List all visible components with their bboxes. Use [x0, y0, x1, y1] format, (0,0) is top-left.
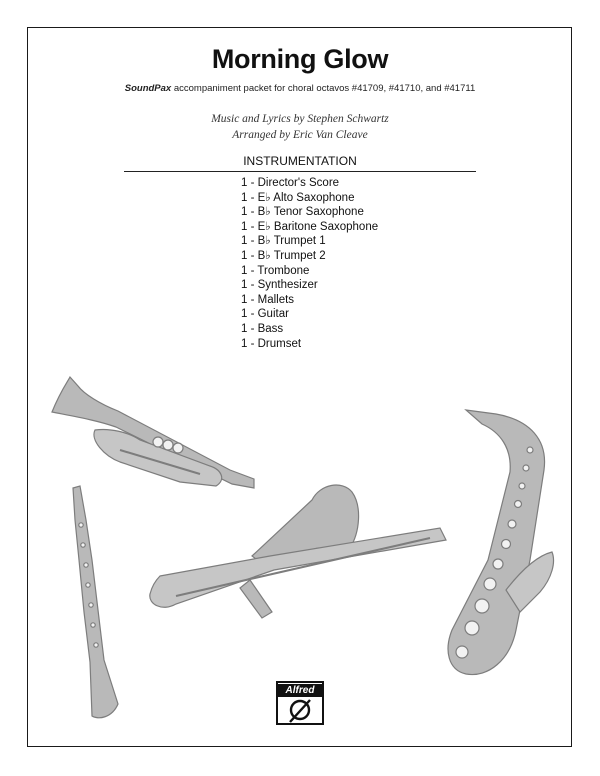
list-item: 1 - Director's Score [241, 177, 340, 189]
list-item: 1 - Synthesizer [241, 279, 318, 292]
subtitle-text: accompaniment packet for choral octavos #41709, #41710, and #41711 [171, 83, 476, 94]
list-item: 1 - Bass [241, 322, 284, 335]
trombone-icon [150, 485, 446, 618]
list-item: 1 - Guitar [241, 308, 289, 321]
list-item: 1 - E♭ Alto Saxophone [241, 191, 355, 204]
publisher-logo-text: Alfred [278, 684, 322, 697]
list-item: 1 - Trombone [241, 264, 310, 277]
brand-name: SoundPax [124, 83, 172, 94]
saxophone-icon [448, 410, 553, 675]
list-item: 1 - B♭ Trumpet 1 [241, 235, 326, 248]
list-item: 1 - B♭ Trumpet 2 [241, 249, 326, 262]
arranger-credit: Arranged by Eric Van Cleave [232, 129, 368, 141]
publisher-logo [276, 681, 324, 725]
page-title: Morning Glow [211, 44, 389, 74]
composer-credit: Music and Lyrics by Stephen Schwartz [211, 113, 389, 125]
list-item: 1 - E♭ Baritone Saxophone [241, 220, 379, 233]
clef-icon [278, 697, 322, 724]
list-item: 1 - Mallets [241, 293, 295, 306]
instrumentation-heading: INSTRUMENTATION [243, 154, 357, 168]
list-item: 1 - Drumset [241, 337, 302, 350]
clarinet-icon [73, 486, 118, 718]
trumpet-icon [52, 377, 254, 488]
list-item: 1 - B♭ Tenor Saxophone [241, 206, 364, 219]
